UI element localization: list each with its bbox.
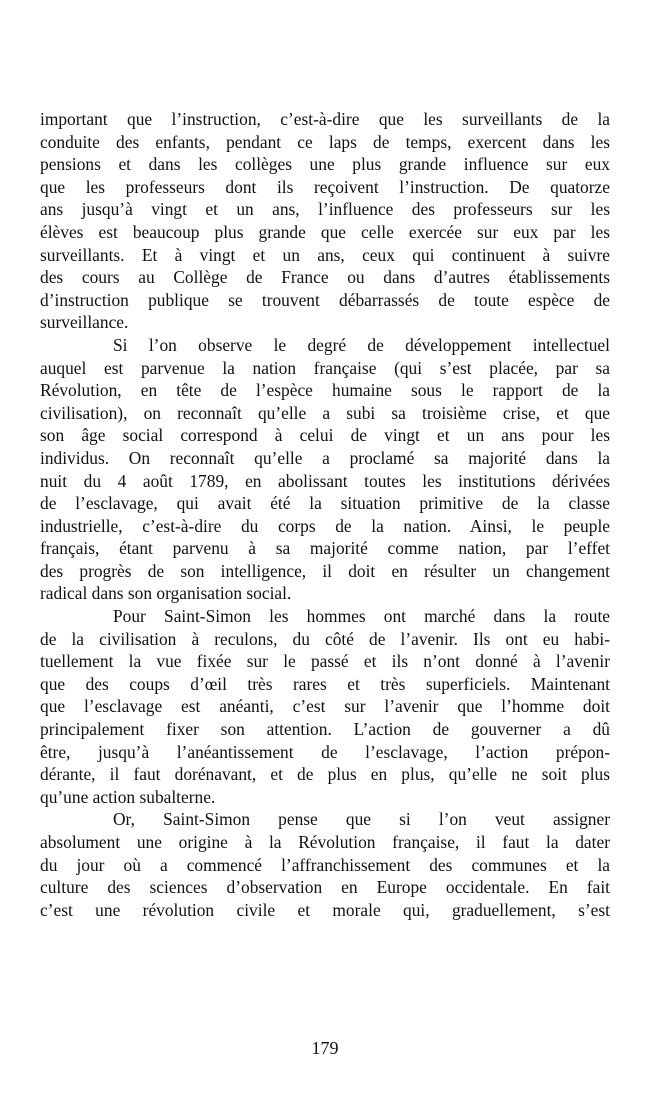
text-line: Or, Saint-Simon pense que si l’on veut assigner — [113, 809, 610, 830]
text-line: principalement fixer son attention. L’action de gouverner a dû — [40, 719, 610, 740]
text-line: industrielle, c’est-à-dire du corps de la nation. Ainsi, le peuple — [40, 515, 610, 536]
text-line: de l’esclavage, qui avait été la situation primitive de la classe — [40, 493, 610, 514]
paragraph-3 — [40, 605, 610, 808]
body-text — [40, 108, 610, 921]
text-line: tuellement la vue fixée sur le passé et ils n’ont donné à l’avenir — [40, 651, 610, 672]
text-line: Révolution, en tête de l’espèce humaine sous le rapport de la — [40, 380, 610, 401]
text-line: Pour Saint-Simon les hommes ont marché dans la route — [113, 606, 610, 627]
text-line: absolument une origine à la Révolution française, il faut la dater — [40, 832, 610, 852]
text-line: surveillants. Et à vingt et un ans, ceux qui continuent à suivre — [40, 244, 610, 265]
paragraph-2 — [40, 334, 610, 605]
text-line: ans jusqu’à vingt et un ans, l’influence des professeurs sur les — [40, 199, 610, 220]
text-line: que l’esclavage est anéanti, c’est sur l’avenir que l’homme doit — [40, 696, 610, 717]
text-line: que les professeurs dont ils reçoivent l’instruction. De quatorze — [40, 176, 610, 197]
text-line: de la civilisation à reculons, du côté de l’avenir. Ils ont eu habi- — [40, 628, 610, 649]
text-line: dérante, il faut dorénavant, et de plus en plus, qu’elle ne soit plus — [40, 764, 610, 785]
text-line: des cours au Collège de France ou dans d’autres établissements — [40, 267, 610, 288]
text-line: que des coups d’œil très rares et très superficiels. Maintenant — [40, 673, 610, 694]
text-line: civilisation), on reconnaît qu’elle a subi sa troisième crise, et que — [40, 402, 610, 423]
text-line: auquel est parvenue la nation française (qui s’est placée, par sa — [40, 357, 610, 378]
text-line: surveillance. — [40, 312, 129, 333]
text-line: radical dans son organisation social. — [40, 583, 292, 604]
text-line: important que l’instruction, c’est-à-dire que les surveillants de la — [40, 109, 610, 129]
text-line: son âge social correspond à celui de vingt et un ans pour les — [40, 425, 610, 446]
text-line: conduite des enfants, pendant ce laps de temps, exercent dans les — [40, 131, 610, 152]
text-line: culture des sciences d’observation en Europe occidentale. En fait — [40, 877, 610, 898]
text-line: être, jusqu’à l’anéantissement de l’esclavage, l’action prépon- — [40, 741, 610, 762]
text-line: français, étant parvenu à sa majorité comme nation, par l’effet — [40, 538, 610, 559]
text-line: Si l’on observe le degré de développement intellectuel — [113, 334, 610, 355]
text-line: c’est une révolution civile et morale qui, graduellement, s’est — [40, 899, 610, 920]
text-line: pensions et dans les collèges une plus grande influence sur eux — [40, 154, 610, 175]
text-line: élèves est beaucoup plus grande que celle exercée sur eux par les — [40, 221, 610, 242]
page-number: 179 — [311, 1038, 339, 1058]
text-line: du jour où a commencé l’affranchissement des communes et la — [40, 854, 610, 875]
paragraph-1 — [40, 108, 610, 334]
paragraph-4 — [40, 808, 610, 921]
text-line: nuit du 4 août 1789, en abolissant toutes les institutions dérivées — [40, 470, 610, 491]
text-line: d’instruction publique se trouvent débarrassés de toute espèce de — [40, 289, 610, 310]
text-line: individus. On reconnaît qu’elle a proclamé sa majorité dans la — [40, 447, 610, 468]
text-line: qu’une action subalterne. — [40, 786, 216, 807]
text-line: des progrès de son intelligence, il doit en résulter un changement — [40, 560, 610, 581]
